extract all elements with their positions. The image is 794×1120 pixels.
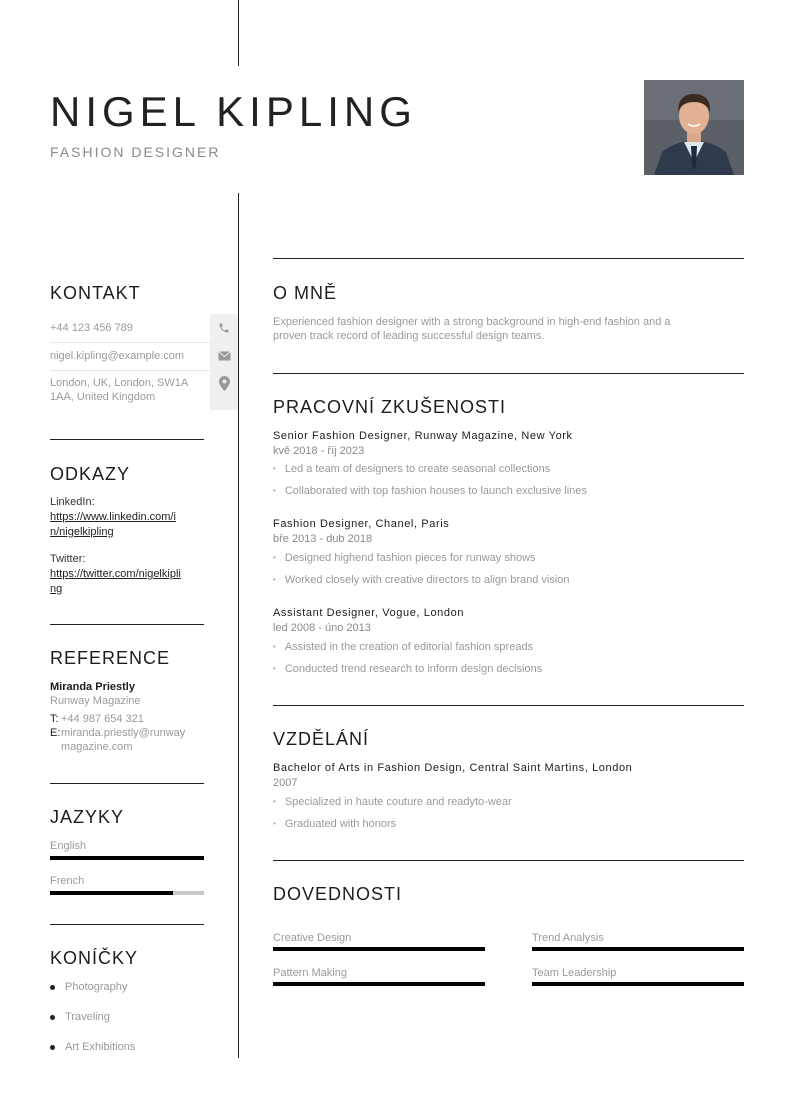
language-bar-french-fill bbox=[50, 891, 173, 895]
divider-education bbox=[273, 705, 744, 706]
contact-address-line1: London, UK, London, SW1A bbox=[50, 377, 189, 389]
skill-bar bbox=[273, 947, 485, 951]
contact-phone: +44 123 456 789 bbox=[50, 322, 133, 334]
divider-languages bbox=[50, 924, 204, 925]
twitter-label: Twitter: bbox=[50, 553, 86, 565]
education-bullet: • Specialized in haute couture and readyto-wear bbox=[273, 796, 512, 808]
linkedin-label: LinkedIn: bbox=[50, 496, 95, 508]
hobby-item: Photography bbox=[65, 981, 128, 993]
linkedin-url-line2: n/nigelkipling bbox=[50, 526, 114, 538]
divider-links bbox=[50, 624, 204, 625]
job-title: Senior Fashion Designer, Runway Magazine, New York bbox=[273, 430, 573, 442]
job-title: Assistant Designer, Vogue, London bbox=[273, 607, 465, 619]
reference-heading: REFERENCE bbox=[50, 648, 171, 668]
divider-skills bbox=[273, 860, 744, 861]
location-pin-icon bbox=[210, 370, 238, 410]
skills-heading: DOVEDNOSTI bbox=[273, 884, 403, 904]
twitter-link[interactable] bbox=[50, 567, 205, 597]
linkedin-url-line1: https://www.linkedin.com/i bbox=[50, 511, 176, 523]
job-date: kvě 2018 - říj 2023 bbox=[273, 445, 365, 457]
skill-bar-fill bbox=[273, 947, 485, 951]
hobby-bullet bbox=[50, 1015, 55, 1020]
profile-photo bbox=[644, 80, 744, 175]
hobby-item: Traveling bbox=[65, 1011, 110, 1023]
hobbies-heading: KONÍČKY bbox=[50, 948, 139, 968]
reference-phone: +44 987 654 321 bbox=[61, 713, 144, 725]
resume-job-title: FASHION DESIGNER bbox=[50, 144, 221, 160]
education-bullet: • Graduated with honors bbox=[273, 818, 396, 830]
reference-company: Runway Magazine bbox=[50, 695, 141, 707]
hobby-bullet bbox=[50, 1045, 55, 1050]
column-divider-line bbox=[238, 193, 239, 1058]
hobby-bullet bbox=[50, 985, 55, 990]
education-heading: VZDĚLÁNÍ bbox=[273, 729, 370, 749]
links-heading: ODKAZY bbox=[50, 464, 131, 484]
language-name-french: French bbox=[50, 875, 85, 887]
hobby-item: Art Exhibitions bbox=[65, 1041, 136, 1053]
skill-name: Trend Analysis bbox=[532, 932, 604, 944]
top-divider-line bbox=[238, 0, 239, 66]
skill-bar bbox=[532, 947, 744, 951]
job-bullet: • Collaborated with top fashion houses to launch exclusive lines bbox=[273, 485, 587, 497]
education-title: Bachelor of Arts in Fashion Design, Central Saint Martins, London bbox=[273, 762, 633, 774]
language-bar-french bbox=[50, 891, 204, 895]
skill-bar-fill bbox=[532, 947, 744, 951]
job-bullet: • Worked closely with creative directors to align brand vision bbox=[273, 574, 570, 586]
resume-name: NIGEL KIPLING bbox=[50, 88, 417, 135]
skill-bar-fill bbox=[532, 982, 744, 986]
education-date: 2007 bbox=[273, 777, 298, 789]
divider-experience bbox=[273, 373, 744, 374]
contact-email-row bbox=[50, 342, 238, 371]
experience-heading: PRACOVNÍ ZKUŠENOSTI bbox=[273, 397, 507, 417]
language-bar-english bbox=[50, 856, 204, 860]
job-date: led 2008 - úno 2013 bbox=[273, 622, 371, 634]
portrait-illustration bbox=[644, 80, 744, 175]
contact-address-row bbox=[50, 370, 238, 410]
language-name-english: English bbox=[50, 840, 87, 852]
job-bullet: • Led a team of designers to create seasonal collections bbox=[273, 463, 550, 475]
job-bullet: • Designed highend fashion pieces for runway shows bbox=[273, 552, 536, 564]
skill-name: Creative Design bbox=[273, 932, 352, 944]
divider-about bbox=[273, 258, 744, 259]
languages-heading: JAZYKY bbox=[50, 807, 125, 827]
job-bullet: • Assisted in the creation of editorial fashion spreads bbox=[273, 641, 533, 653]
skill-bar-fill bbox=[273, 982, 485, 986]
twitter-url-line1: https://twitter.com/nigelkipli bbox=[50, 568, 181, 580]
language-bar-english-fill bbox=[50, 856, 204, 860]
skill-name: Team Leadership bbox=[532, 967, 617, 979]
reference-email-line1: miranda.priestly@runway bbox=[61, 727, 186, 739]
reference-email-line2: magazine.com bbox=[61, 741, 133, 753]
reference-email-label: E: bbox=[50, 727, 61, 739]
reference-name: Miranda Priestly bbox=[50, 681, 135, 693]
skill-name: Pattern Making bbox=[273, 967, 347, 979]
envelope-icon bbox=[210, 342, 238, 370]
skill-bar bbox=[532, 982, 744, 986]
about-text-line1: Experienced fashion designer with a strong background in high-end fashion and a bbox=[273, 316, 671, 328]
contact-email: nigel.kipling@example.com bbox=[50, 350, 185, 362]
job-title: Fashion Designer, Chanel, Paris bbox=[273, 518, 450, 530]
about-text-line2: proven track record of leading successful design teams. bbox=[273, 330, 545, 342]
contact-heading: KONTAKT bbox=[50, 283, 141, 303]
phone-icon bbox=[210, 314, 238, 342]
divider-contact bbox=[50, 439, 204, 440]
contact-phone-row bbox=[50, 314, 238, 343]
divider-reference bbox=[50, 783, 204, 784]
reference-phone-label: T: bbox=[50, 713, 59, 725]
job-date: bře 2013 - dub 2018 bbox=[273, 533, 373, 545]
skill-bar bbox=[273, 982, 485, 986]
linkedin-link[interactable] bbox=[50, 510, 205, 540]
twitter-url-line2: ng bbox=[50, 583, 63, 595]
job-bullet: • Conducted trend research to inform design decisions bbox=[273, 663, 542, 675]
contact-address-line2: 1AA, United Kingdom bbox=[50, 391, 156, 403]
about-heading: O MNĚ bbox=[273, 283, 338, 303]
